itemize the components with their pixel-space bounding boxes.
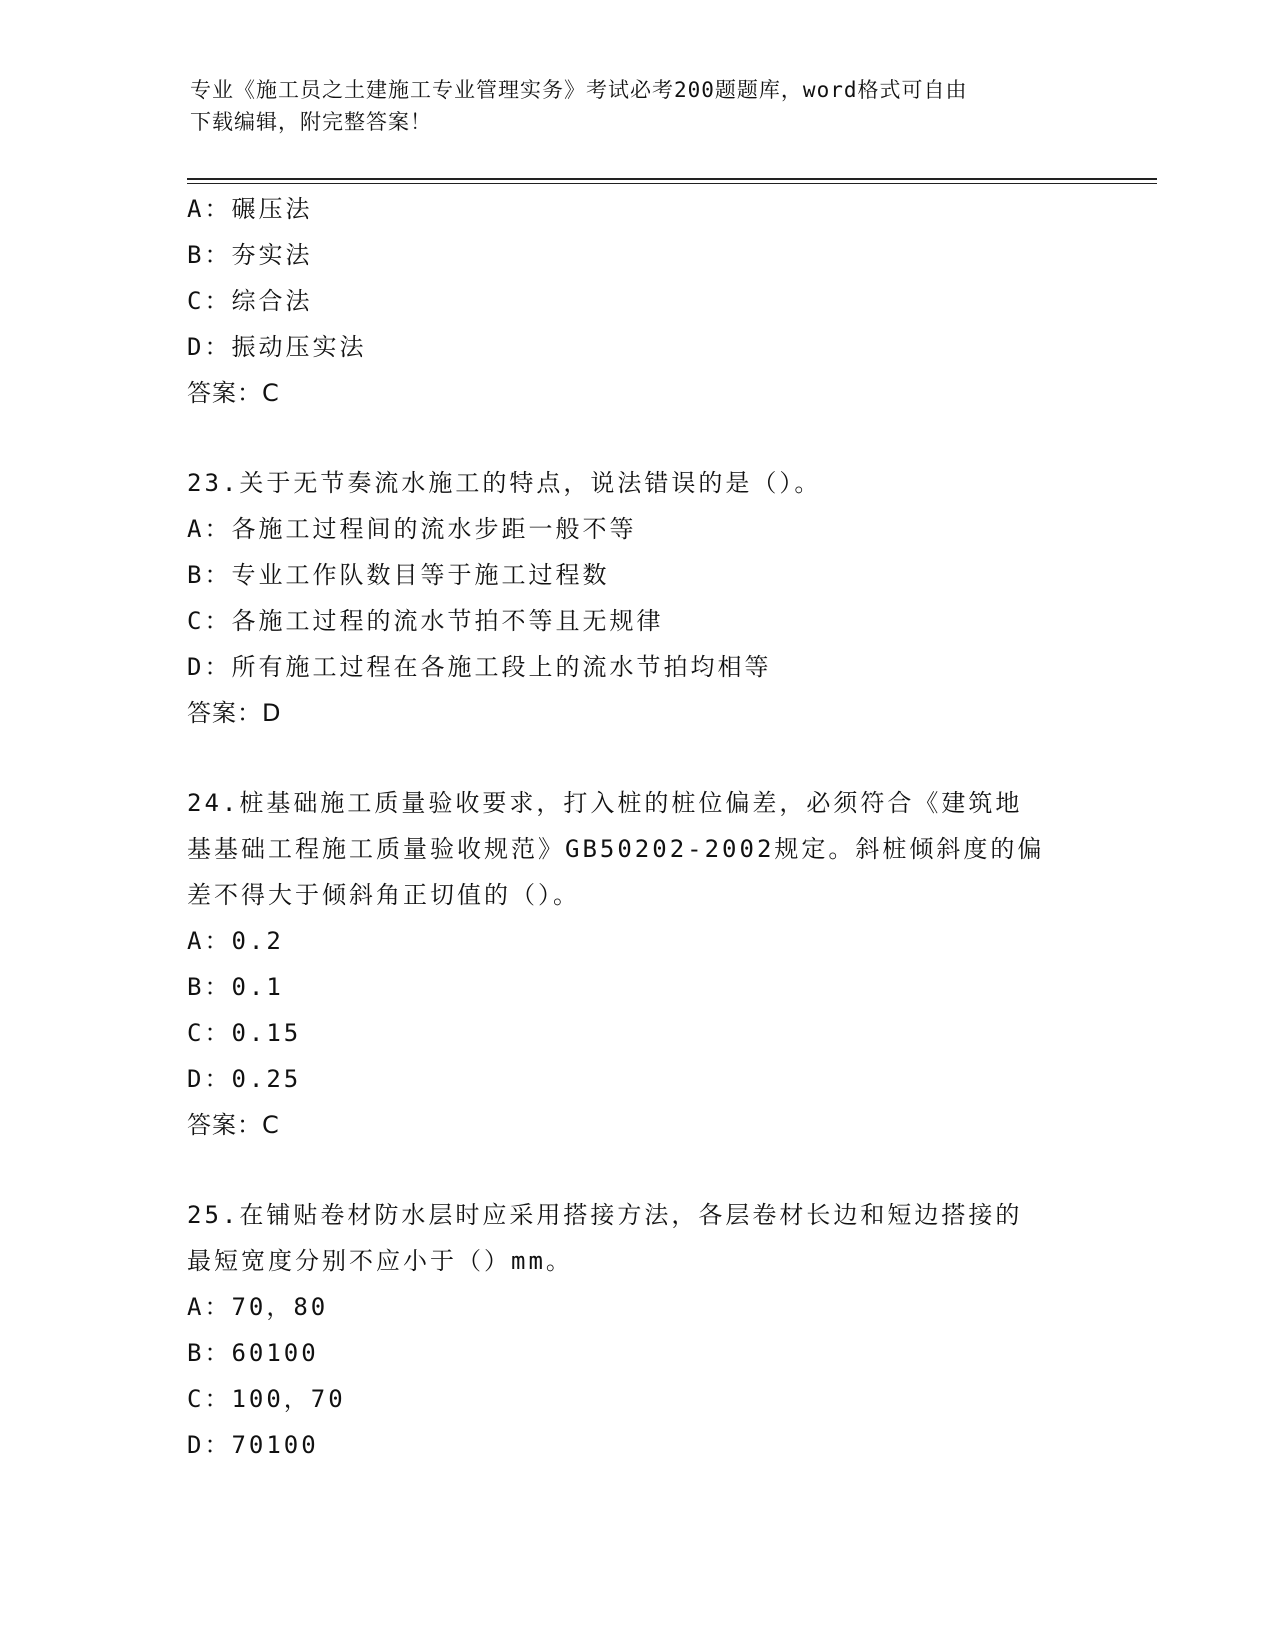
question-stem-line-3: 差不得大于倾斜角正切值的（）。 (187, 881, 580, 909)
answer-line: 答案：D (187, 699, 282, 727)
question-25 (187, 1192, 1087, 1468)
option-c: C：0.15 (187, 1019, 302, 1047)
option-c: C：100，70 (187, 1385, 346, 1413)
option-a: A：碾压法 (187, 195, 313, 223)
option-c: C：综合法 (187, 287, 313, 315)
option-b: B：0.1 (187, 973, 284, 1001)
spacer (187, 416, 1087, 460)
option-d: D：70100 (187, 1431, 319, 1459)
question-stem: 23.关于无节奏流水施工的特点，说法错误的是（）。 (187, 469, 822, 497)
question-list (187, 186, 1087, 1468)
question-23 (187, 460, 1087, 736)
answer-line: 答案：C (187, 1111, 280, 1139)
option-b: B：60100 (187, 1339, 319, 1367)
question-22 (187, 186, 1087, 416)
spacer (187, 1148, 1087, 1192)
question-stem-line-1: 24.桩基础施工质量验收要求，打入桩的桩位偏差，必须符合《建筑地 (187, 789, 1023, 817)
option-a: A：0.2 (187, 927, 284, 955)
option-b: B：专业工作队数目等于施工过程数 (187, 561, 610, 589)
answer-line: 答案：C (187, 379, 280, 407)
question-24 (187, 780, 1087, 1148)
option-b: B：夯实法 (187, 241, 313, 269)
question-stem-line-1: 25.在铺贴卷材防水层时应采用搭接方法，各层卷材长边和短边搭接的 (187, 1201, 1023, 1229)
header-divider-thick (187, 178, 1157, 180)
header-divider-thin (187, 183, 1157, 184)
header-line-2: 下载编辑，附完整答案！ (190, 110, 432, 134)
option-d: D：0.25 (187, 1065, 302, 1093)
option-a: A：70，80 (187, 1293, 329, 1321)
question-stem-line-2: 基基础工程施工质量验收规范》GB50202-2002规定。斜桩倾斜度的偏 (187, 835, 1045, 863)
document-header (190, 74, 1070, 138)
option-d: D：振动压实法 (187, 333, 367, 361)
header-line-1: 专业《施工员之土建施工专业管理实务》考试必考200题题库，word格式可自由 (190, 78, 968, 102)
option-d: D：所有施工过程在各施工段上的流水节拍均相等 (187, 653, 772, 681)
option-c: C：各施工过程的流水节拍不等且无规律 (187, 607, 664, 635)
option-a: A：各施工过程间的流水步距一般不等 (187, 515, 637, 543)
spacer (187, 736, 1087, 780)
question-stem-line-2: 最短宽度分别不应小于（）mm。 (187, 1247, 573, 1275)
